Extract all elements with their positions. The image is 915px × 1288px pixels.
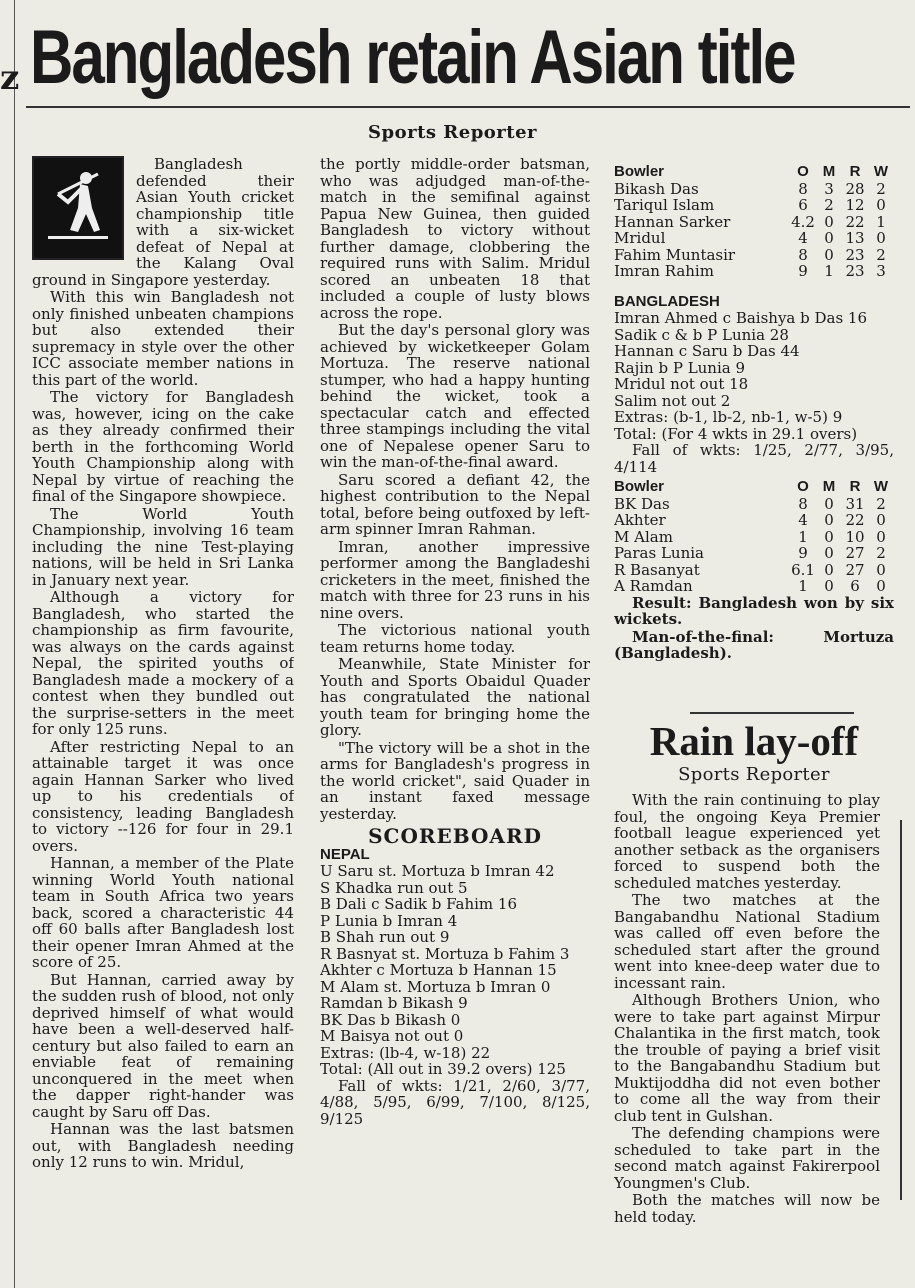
scoreboard-heading: SCOREBOARD [368,824,542,848]
runs-header: R [849,478,861,495]
overs-header: O [797,164,809,180]
wickets-cell: 0 [876,560,886,579]
article-paragraph: Hannan, a member of the Plate winning World Youth national team in South Africa two years back, scored a characteristic 44 off 60 balls after Bangladesh lost their opener Imran Ahmed at the score of 25. [32,854,294,971]
overs-cell: 6.1 [791,560,815,579]
overs-cell: 9 [798,544,808,562]
article-paragraph: The victorious national youth team returns home today. [320,621,590,656]
maidens-header: M [822,164,836,180]
article-column-1 [32,156,294,1276]
nepal-innings-label: NEPAL [320,845,370,863]
wickets-cell: 3 [876,262,886,280]
runs-header: R [849,164,861,180]
bowler-name: Akhter [614,511,666,529]
batting-line: Rajin b P Lunia 9 [614,358,746,377]
maidens-cell: 3 [824,179,834,198]
overs-cell: 6 [798,196,808,214]
bowler-name: BK Das [614,494,670,513]
maidens-cell: 2 [824,196,834,214]
maidens-cell: 0 [824,511,834,529]
runs-cell: 6 [850,577,860,595]
bowling-row [614,578,894,595]
page-headline: Bangladesh retain Asian title [30,15,795,100]
bowling-row [614,529,894,546]
article-paragraph: Bangladesh defended their Asian Youth cricket championship title with a six-wicket defeat of Nepal at the Kalang Oval ground in Singapore yesterday. [32,156,294,289]
bowler-name: Paras Lunia [614,544,704,562]
bowling-row [614,214,894,231]
article-paragraph: But Hannan, carried away by the sudden rush of blood, not only deprived himself of what would have been a well-deserved half-century but also failed to earn an enviable feat of remaining unconquered in the meet when the dapper right-hander was caught by Saru off Das. [32,970,294,1121]
rain-story-paragraph: The two matches at the Bangabandhu National Stadium was called off even before the scheduled start after the ground went into knee-deep water due to incessant rain. [614,891,880,992]
article-paragraph: Meanwhile, State Minister for Youth and Sports Obaidul Quader has congratulated the national youth team for bringing home the glory. [320,655,590,739]
overs-cell: 8 [798,179,808,198]
runs-cell: 31 [845,494,865,513]
bowling-row [614,562,894,579]
article-paragraph: With this win Bangladesh not only finished unbeaten champions but also extended their supremacy in style over the other ICC associate member nations in this part of the world. [32,288,294,389]
wickets-cell: 0 [876,229,886,247]
bowler-name: A Ramdan [614,577,693,595]
overs-cell: 4.2 [791,212,815,231]
bowler-name: Mridul [614,229,666,247]
article-paragraph: The victory for Bangladesh was, however, icing on the cake as they already confirmed their berth in the forthcoming World Youth Championship along with Nepal by virtue of reaching the final of the Singapore showpiece. [32,388,294,505]
article-paragraph: The World Youth Championship, involving 16 team including the nine Test-playing nations, will be held in Sri Lanka in January next year. [32,504,294,589]
nepal-bowling-table [614,479,894,595]
rain-story-paragraph: With the rain continuing to play foul, the ongoing Keya Premier football league experienced yet another setback as the organisers forced to suspend both the scheduled matches yesterday. [614,792,880,892]
batting-line: M Baisya not out 0 [320,1027,464,1045]
maidens-cell: 0 [824,245,834,264]
runs-cell: 13 [845,229,865,247]
bowling-row [614,247,894,264]
wickets-cell: 0 [876,527,886,546]
article-byline: Sports Reporter [368,122,538,143]
maidens-cell: 1 [824,262,834,280]
overs-cell: 4 [798,511,808,529]
bowler-header: Bowler [614,478,665,495]
scoreboard-column [614,164,894,714]
bowling-row [614,512,894,529]
bowling-row [614,263,894,280]
runs-cell: 27 [845,544,865,562]
total-line: Total: (All out in 39.2 overs) 125 [320,1060,566,1078]
article-paragraph: Hannan was the last batsmen out, with Bangladesh needing only 12 runs to win. Mridul, [32,1120,294,1171]
batting-line: BK Das b Bikash 0 [320,1010,461,1029]
fall-of-wickets: Fall of wkts: 1/25, 2/77, 3/95, 4/114 [614,441,894,476]
bowler-name: Bikash Das [614,179,699,198]
wickets-cell: 2 [876,245,886,264]
maidens-header: M [822,478,836,495]
wickets-cell: 2 [876,179,886,198]
article-paragraph: After restricting Nepal to an attainable target it was once again Hannan Sarker who lived up to his credentials of consistency, leading Bangladesh to victory --126 for four in 29.1 overs. [32,737,294,855]
rain-story-byline: Sports Reporter [678,764,830,785]
article-paragraph: Although a victory for Bangladesh, who started the championship as firm favourite, was always on the cards against Nepal, the spirited youths of Bangladesh made a mockery of a contest when they bundled out the surprise-setters in the meet for only 125 runs. [32,588,294,738]
batting-line: Akhter c Mortuza b Hannan 15 [320,961,557,979]
rain-story-paragraph: Although Brothers Union, who were to take part against Mirpur Chalantika in the first match, took the trouble of paying a brief visit to the Bangabandhu Stadium but Muktijoddha did not even bother to come all the way from their club tent in Gulshan. [614,991,880,1125]
cricket-batsman-illustration [40,164,116,252]
adjacent-column-rule [900,820,902,1200]
overs-cell: 9 [798,262,808,280]
overs-cell: 4 [798,229,808,247]
bowler-name: Fahim Muntasir [614,245,736,264]
maidens-cell: 0 [824,560,834,579]
maidens-cell: 0 [824,212,834,231]
batting-line: R Basnyat st. Mortuza b Fahim 3 [320,944,570,963]
batting-line: Imran Ahmed c Baishya b Das 16 [614,309,868,327]
wickets-cell: 0 [876,196,886,214]
batting-line: B Shah run out 9 [320,928,450,946]
batting-line: U Saru st. Mortuza b Imran 42 [320,862,555,880]
batting-line: M Alam st. Mortuza b Imran 0 [320,977,551,996]
batting-line: S Khadka run out 5 [320,878,468,897]
runs-cell: 22 [845,511,865,529]
maidens-cell: 0 [824,494,834,513]
bangladesh-bowling-table [614,164,894,280]
article-paragraph: the portly middle-order batsman, who was adjudged man-of-the-match in the semifinal against Papua New Guinea, then guided Bangladesh to victory without further damage, clobbering the required runs with Salim. Mridul scored an unbeaten 18 that included a couple of lusty blows across the rope. [320,156,590,322]
bowler-name: Imran Rahim [614,262,714,280]
maidens-cell: 0 [824,229,834,247]
bowler-name: Hannan Sarker [614,212,731,231]
wickets-cell: 0 [876,577,886,595]
bowling-header-row [614,479,894,496]
story-separator-rule [690,712,854,714]
maidens-cell: 0 [824,527,834,546]
rain-story-column [614,792,880,1276]
rain-story-paragraph: Both the matches will now be held today. [614,1191,880,1226]
bowling-row [614,197,894,214]
overs-cell: 1 [798,527,808,546]
bowler-name: R Basanyat [614,560,700,579]
wickets-cell: 0 [876,511,886,529]
batting-line: Hannan c Saru b Das 44 [614,342,800,360]
wickets-cell: 2 [876,544,886,562]
adjacent-page-fragment: z [0,58,20,98]
overs-header: O [797,478,809,495]
article-paragraph: But the day's personal glory was achieved by wicketkeeper Golam Mortuza. The reserve national stumper, who had a happy hunting behind the wicket, took a spectacular catch and effected three stampings including the vital one of Nepalese opener Saru to win the man-of-the-final award. [320,321,590,471]
bowling-row [614,181,894,198]
bowling-header-row [614,164,894,181]
batting-line: Sadik c & b P Lunia 28 [614,325,789,344]
runs-cell: 23 [845,245,865,264]
extras-line: Extras: (b-1, lb-2, nb-1, w-5) 9 [614,408,843,426]
man-of-the-final: Man-of-the-final: Mortuza (Bangladesh). [614,627,894,662]
runs-cell: 12 [845,196,865,214]
runs-cell: 28 [845,179,865,198]
bowler-name: Tariqul Islam [614,196,715,214]
wickets-header: W [873,478,889,495]
bowler-name: M Alam [614,527,673,546]
maidens-cell: 0 [824,544,834,562]
wickets-cell: 1 [876,212,886,231]
extras-line: Extras: (lb-4, w-18) 22 [320,1043,491,1062]
article-paragraph: Imran, another impressive performer among the Bangladeshi cricketers in the meet, finished the match with three for 23 runs in his nine overs. [320,537,590,622]
article-paragraph: Saru scored a defiant 42, the highest contribution to the Nepal total, before being outfoxed by left-arm spinner Imran Rahman. [320,470,590,538]
batting-line: Mridul not out 18 [614,375,749,393]
runs-cell: 27 [845,560,865,579]
overs-cell: 8 [798,494,808,513]
article-paragraph: "The victory will be a shot in the arms for Bangladesh's progress in the world cricket", said Quader in an instant faxed message yesterday. [320,738,590,823]
wickets-cell: 2 [876,494,886,513]
bangladesh-innings-label: BANGLADESH [614,292,720,310]
headline-rule [26,106,910,108]
rain-story-paragraph: The defending champions were scheduled to take part in the second match against Fakirerpool Youngmen's Club. [614,1124,880,1192]
bowling-row [614,230,894,247]
overs-cell: 1 [798,577,808,595]
runs-cell: 23 [845,262,865,280]
rain-story-headline: Rain lay-off [649,718,859,764]
bowler-header: Bowler [614,164,665,180]
batting-line: B Dali c Sadik b Fahim 16 [320,895,518,913]
total-line: Total: (For 4 wkts in 29.1 overs) [614,424,858,443]
runs-cell: 22 [845,212,865,231]
cricket-batsman-icon [32,156,124,260]
maidens-cell: 0 [824,577,834,595]
runs-cell: 10 [845,527,865,546]
bowling-row [614,545,894,562]
batting-line: Salim not out 2 [614,391,731,410]
fall-of-wickets: Fall of wkts: 1/21, 2/60, 3/77, 4/88, 5/95, 6/99, 7/100, 8/125, 9/125 [320,1076,590,1128]
batting-line: Ramdan b Bikash 9 [320,994,468,1012]
wickets-header: W [873,164,889,180]
article-column-2 [320,156,590,1276]
overs-cell: 8 [798,245,808,264]
bowling-row [614,496,894,513]
match-result: Result: Bangladesh won by six wickets. [614,593,894,628]
batting-line: P Lunia b Imran 4 [320,911,458,930]
page-edge-rule [14,0,15,1288]
